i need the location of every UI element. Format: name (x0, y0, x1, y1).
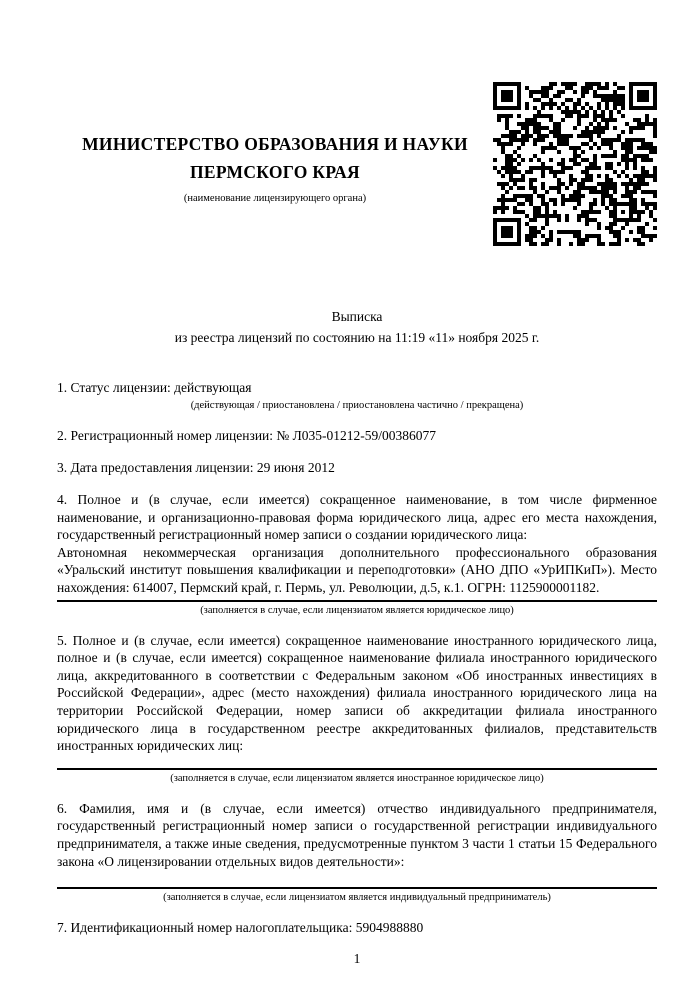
page-number: 1 (353, 951, 361, 967)
foreign-entity-question: 5. Полное и (в случае, если имеется) сокращенное наименование иностранного юридического лица, полное и (в случае, если имеется) сокращенное наименование филиала иностранного юридического лица, аккредитованного в соответствии с Федеральным законом «Об иностранных инвестициях в Российской Федерации», адрес (место нахождения) филиала иностранного юридического лица на территории Российской Федерации, номер записи об аккредитации филиала иностранного юридического лица в государственном реестре аккредитованных филиалов, представительств иностранных юридических лиц: (57, 632, 657, 754)
foreign-entity-rule (57, 768, 657, 770)
qr-code-icon (493, 82, 657, 246)
authority-name-caption: (наименование лицензирующего органа) (183, 193, 367, 204)
document-title (57, 306, 657, 348)
document-title-line1: Выписка (331, 309, 383, 324)
item-license-date (57, 459, 657, 477)
document-body (57, 379, 657, 937)
registration-number-text: 2. Регистрационный номер лицензии: № Л035-01212-59/00386077 (57, 428, 437, 443)
item-foreign-entity (57, 632, 657, 786)
item-legal-entity (57, 491, 657, 618)
entrepreneur-rule (57, 887, 657, 889)
item-individual-entrepreneur (57, 800, 657, 905)
licensing-authority-block (57, 80, 493, 204)
document-header (57, 80, 657, 246)
authority-name-line1: МИНИСТЕРСТВО ОБРАЗОВАНИЯ И НАУКИ (82, 134, 468, 154)
entrepreneur-question: 6. Фамилия, имя и (в случае, если имеется) отчество индивидуального предпринимателя, государственный регистрационный номер записи о государственной регистрации индивидуального предпринимателя, а также иные сведения, предусмотренные пунктом 3 части 1 статьи 15 Федерального закона «О лицензировании отдельных видов деятельности»: (57, 800, 657, 869)
item-registration-number (57, 427, 657, 445)
document-title-line2: из реестра лицензий по состоянию на 11:19 «11» ноября 2025 г. (174, 330, 540, 345)
licensing-authority-name (57, 130, 493, 186)
license-status-caption: (действующая / приостановлена / приостановлена частично / прекращена) (190, 400, 524, 411)
item-taxpayer-number (57, 919, 657, 937)
legal-entity-question: 4. Полное и (в случае, если имеется) сокращенное наименование, в том числе фирменное наименование, и организационно-правовая форма юридического лица, адрес его места нахождения, государственный регистрационный номер записи о создании юридического лица: (57, 492, 657, 543)
foreign-entity-rule-caption: (заполняется в случае, если лицензиатом является иностранное юридическое лицо) (170, 772, 544, 784)
legal-entity-rule-caption: (заполняется в случае, если лицензиатом является юридическое лицо) (200, 604, 514, 616)
legal-entity-value: Автономная некоммерческая организация дополнительного профессионального образования «Уральский институт повышения квалификации и переподготовки» (АНО ДПО «УрИПКиП»). Место нахождения: 614007, Пермский край, г. Пермь, ул. Революции, д.5, к.1. ОГРН: 1125900001182. (57, 544, 657, 595)
authority-name-line2: ПЕРМСКОГО КРАЯ (190, 162, 360, 182)
license-status-text: 1. Статус лицензии: действующая (57, 380, 252, 395)
entrepreneur-rule-caption: (заполняется в случае, если лицензиатом является индивидуальный предприниматель) (163, 892, 551, 904)
license-date-text: 3. Дата предоставления лицензии: 29 июня 2012 (57, 460, 335, 475)
taxpayer-number-text: 7. Идентификационный номер налогоплательщика: 5904988880 (57, 920, 424, 936)
legal-entity-rule (57, 600, 657, 602)
item-license-status (57, 379, 657, 413)
